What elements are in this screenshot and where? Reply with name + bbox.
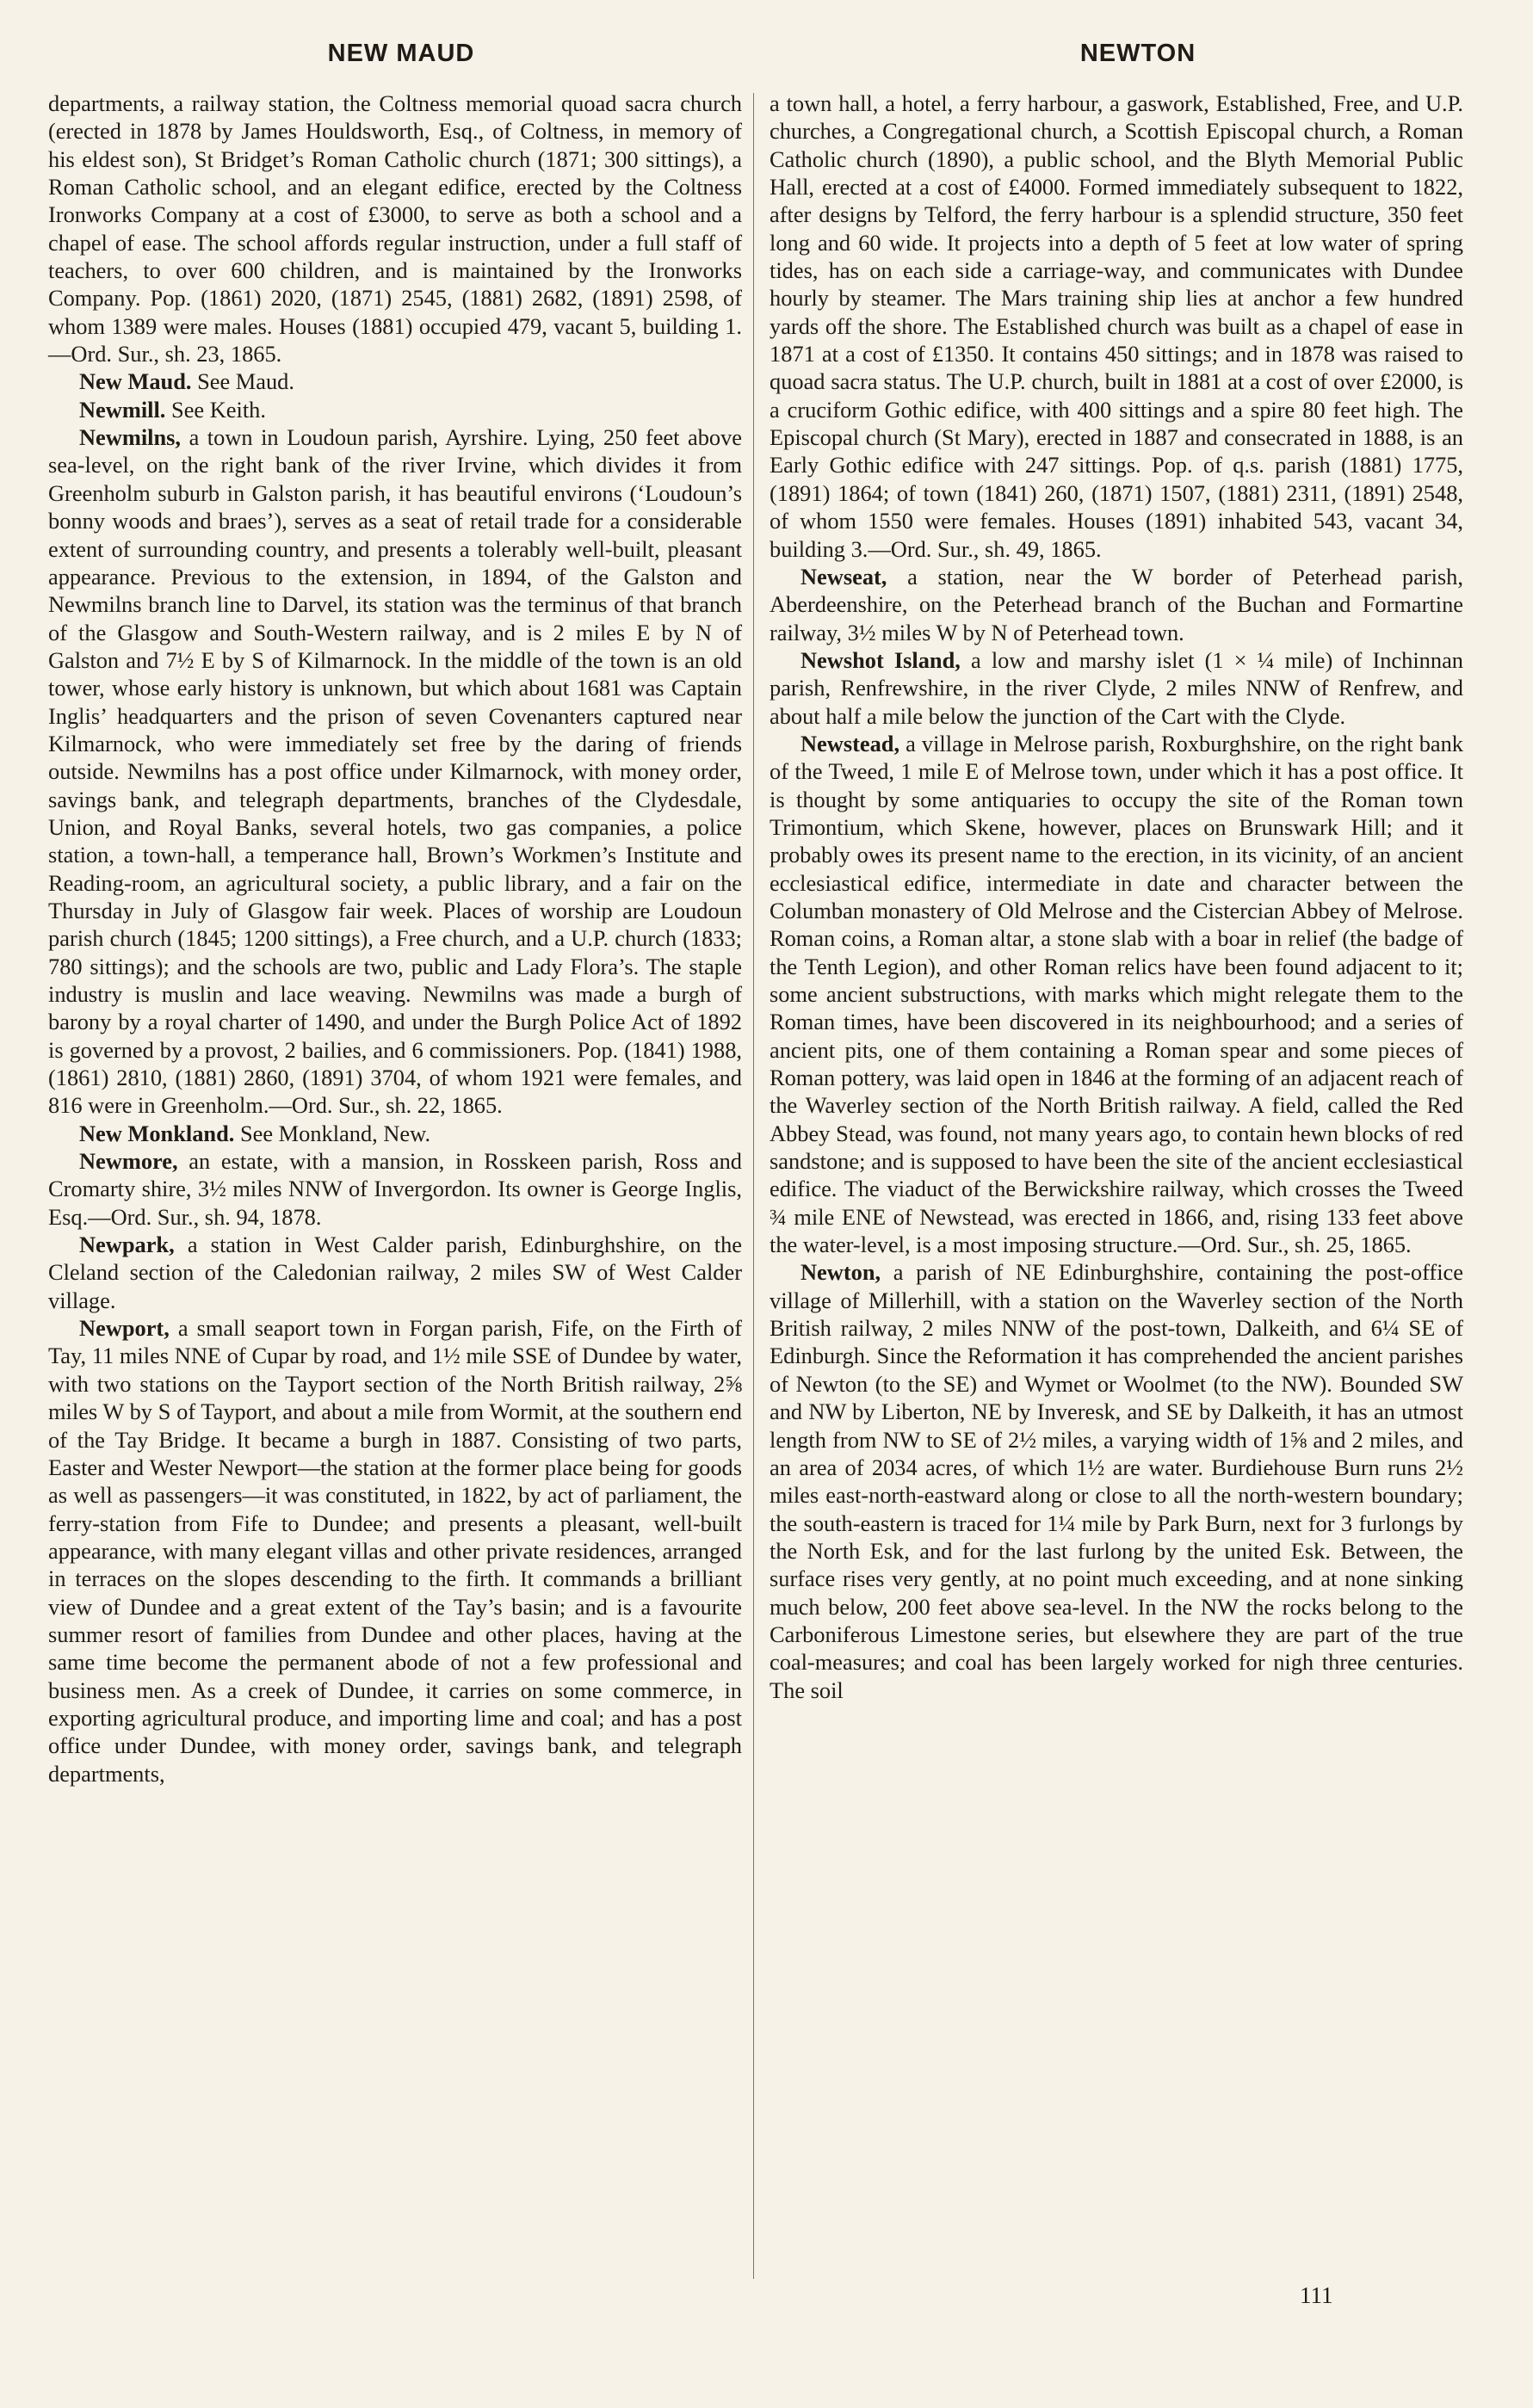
entry-headword: New Monkland. [79,1120,235,1146]
running-header [48,40,1491,68]
entry-newport: Newport, a small seaport town in Forgan parish, Fife, on the Firth of Tay, 11 miles NNE of Cupar by road, and 1½ mile SSE of Dundee by water, with two stations on the Tayport section of the North British railway, 2⅝ miles W by S of Tayport, and about a mile from Wormit, at the southern end of the Tay Bridge. It became a burgh in 1887. Consisting of two parts, Easter and Wester Newport—the station at the former place being for goods as well as passengers—it was constituted, in 1822, by act of parliament, the ferry-station from Fife to Dundee; and presents a pleasant, well-built appearance, with many elegant villas and other private residences, arranged in terraces on the slopes descending to the firth. It commands a brilliant view of Dundee and a great extent of the Tay’s basin; and is a favourite summer resort of families from Dundee and other places, having at the same time become the permanent abode of not a few professional and business men. As a creek of Dundee, it carries on some commerce, in exporting agricultural produce, and importing lime and coal; and has a post office under Dundee, with money order, savings bank, and telegraph departments, [48,1315,742,1787]
entry-new-monkland: New Monkland. See Monkland, New. [79,1120,431,1146]
entry-headword: Newport, [79,1315,170,1342]
entry-headword: Newshot Island, [800,646,961,673]
entry-headword: Newseat, [800,563,887,590]
entry-headword: Newmill. [79,396,166,423]
entry-continuation: a town hall, a hotel, a ferry harbour, a gaswork, Established, Free, and U.P. churches, a Congregational church, a Scottish Episcopal church, a Roman Catholic church (1890), a public school, and the Blyth Memorial Public Hall, erected at a cost of £4000. Formed immediately subsequent to 1822, after designs by Telford, the ferry harbour is a splendid structure, 350 feet long and 60 wide. It projects into a depth of 5 feet at low water of spring tides, has on each side a carriage-way, and communicates with Dundee hourly by steamer. The Mars training ship lies at anchor a few hundred yards off the shore. The Established church was built as a chapel of ease in 1871 at a cost of £1350. It contains 450 sittings; and in 1878 was raised to quoad sacra status. The U.P. church, built in 1881 at a cost of over £2000, is a cruciform Gothic edifice, with 400 sittings and a spire 80 feet high. The Episcopal church (St Mary), erected in 1887 and consecrated in 1888, is an Early Gothic edifice with 247 sittings. Pop. of q.s. parish (1881) 1775, (1891) 1864; of town (1841) 260, (1871) 1507, (1881) 2311, (1891) 2548, of whom 1550 were females. Houses (1891) inhabited 543, vacant 34, building 3.—Ord. Sur., sh. 49, 1865. [770,90,1463,562]
entry-new-maud: New Maud. See Maud. [79,368,294,395]
column-divider [753,93,754,2279]
entry-newshot-island: Newshot Island, a low and marshy islet (1 × ¼ mile) of Inchinnan parish, Renfrewshire, in the river Clyde, 2 miles NNW of Renfrew, and about half a mile below the junction of the Cart with the Clyde. [770,646,1463,729]
entry-newstead: Newstead, a village in Melrose parish, Roxburghshire, on the right bank of the Tweed, 1 mile E of Melrose town, under which it has a post office. It is thought by some antiquaries to occupy the site of the Roman town Trimontium, which Skene, however, places on Brunswark Hill; and it probably owes its present name to the erection, in its vicinity, of an ancient ecclesiastical edifice, intermediate in date and character between the Columban monastery of Old Melrose and the Cistercian Abbey of Melrose. Roman coins, a Roman altar, a stone slab with a boar in relief (the badge of the Tenth Legion), and other Roman relics have been found adjacent to it; some ancient substructions, with marks which might relegate them to the Roman times, have been discovered in its neighbourhood; and a series of ancient pits, one of them containing a Roman spear and some pieces of Roman pottery, was laid open in 1846 at the forming of an adjacent reach of the Waverley section of the North British railway. A field, called the Red Abbey Stead, was found, not many years ago, to contain hewn blocks of red sandstone; and is supposed to have been the site of the ancient ecclesiastical edifice. The viaduct of the Berwickshire railway, which crosses the Tweed ¾ mile ENE of Newstead, was erected in 1866, and, rising 133 feet above the water-level, is a most imposing structure.—Ord. Sur., sh. 25, 1865. [770,730,1463,1258]
header-left: NEW MAUD [327,40,475,67]
entry-headword: New Maud. [79,368,192,395]
entry-newmill: Newmill. See Keith. [79,396,266,423]
entry-newseat: Newseat, a station, near the W border of Peterhead parish, Aberdeenshire, on the Peterhead branch of the Buchan and Formartine railway, 3½ miles W by N of Peterhead town. [770,563,1463,645]
page-number: 111 [1300,2282,1333,2308]
entry-newmore: Newmore, an estate, with a mansion, in Rosskeen parish, Ross and Cromarty shire, 3½ miles NNW of Invergordon. Its owner is George Inglis, Esq.—Ord. Sur., sh. 94, 1878. [48,1148,742,1230]
left-column [48,90,742,1787]
entry-headword: Newmilns, [79,424,182,451]
entry-continuation: departments, a railway station, the Coltness memorial quoad sacra church (erected in 1878 by James Houldsworth, Esq., of Coltness, in memory of his eldest son), St Bridget’s Roman Catholic church (1871; 300 sittings), a Roman Catholic school, and an elegant edifice, erected by the Coltness Ironworks Company at a cost of £3000, to serve as both a school and a chapel of ease. The school affords regular instruction, under a full staff of teachers, to over 600 children, and is maintained by the Ironworks Company. Pop. (1861) 2020, (1871) 2545, (1881) 2682, (1891) 2598, of whom 1389 were males. Houses (1881) occupied 479, vacant 5, building 1. —Ord. Sur., sh. 23, 1865. [48,90,742,367]
entry-headword: Newstead, [800,730,900,756]
entry-newmilns: Newmilns, a town in Loudoun parish, Ayrshire. Lying, 250 feet above sea-level, on the right bank of the river Irvine, which divides it from Greenholm suburb in Galston parish, it has beautiful environs (‘Loudoun’s bonny woods and braes’), serves as a seat of retail trade for a considerable extent of surrounding country, and presents a tolerably well-built, pleasant appearance. Previous to the extension, in 1894, of the Galston and Newmilns branch line to Darvel, its station was the terminus of that branch of the Glasgow and South-Western railway, and is 2 miles E by N of Galston and 7½ E by S of Kilmarnock. In the middle of the town is an old tower, whose early history is unknown, but which about 1681 was Captain Inglis’ headquarters and the prison of seven Covenanters captured near Kilmarnock, who were immediately set free by the daring of friends outside. Newmilns has a post office under Kilmarnock, with money order, savings bank, and telegraph departments, branches of the Clydesdale, Union, and Royal Banks, several hotels, two gas companies, a police station, a town-hall, a temperance hall, Brown’s Workmen’s Institute and Reading-room, an agricultural society, a public library, and a fair on the Thursday in July of Glasgow fair week. Places of worship are Loudoun parish church (1845; 1200 sittings), a Free church, and a U.P. church (1833; 780 sittings); and the schools are two, public and Lady Flora’s. The staple industry is muslin and lace weaving. Newmilns was made a burgh of barony by a royal charter of 1490, and under the Burgh Police Act of 1892 is governed by a provost, 2 bailies, and 6 commissioners. Pop. (1841) 1988, (1861) 2810, (1881) 2860, (1891) 3704, of whom 1921 were females, and 816 were in Greenholm.—Ord. Sur., sh. 22, 1865. [48,424,743,1119]
right-column [770,90,1463,1704]
entry-headword: Newton, [800,1259,881,1286]
entry-headword: Newpark, [79,1232,175,1258]
entry-headword: Newmore, [79,1148,178,1175]
header-right: NEWTON [1079,40,1196,67]
entry-newton: Newton, a parish of NE Edinburghshire, containing the post-office village of Millerhill, with a station on the Waverley section of the North British railway, 2 miles NNW of the post-town, Dalkeith, and 6¼ SE of Edinburgh. Since the Reformation it has comprehended the ancient parishes of Newton (to the SE) and Wymet or Woolmet (to the NW). Bounded SW and NW by Liberton, NE by Inveresk, and SE by Dalkeith, it has an utmost length from NW to SE of 2½ miles, a varying width of 1⅝ and 2 miles, and an area of 2034 acres, of which 1½ are water. Burdiehouse Burn runs 2½ miles east-north-eastward along or close to all the north-western boundary; the south-eastern is traced for 1¼ mile by Park Burn, next for 3 furlongs by the North Esk, and for the last furlong by the united Esk. Between, the surface rises very gently, at no point much exceeding, and at none sinking much below, 200 feet above sea-level. In the NW the rocks belong to the Carboniferous Limestone series, but elsewhere they are part of the true coal-measures; and coal has been largely worked for nigh three centuries. The soil [770,1259,1463,1703]
entry-newpark: Newpark, a station in West Calder parish, Edinburghshire, on the Cleland section of the Caledonian railway, 2 miles SW of West Calder village. [48,1232,742,1313]
